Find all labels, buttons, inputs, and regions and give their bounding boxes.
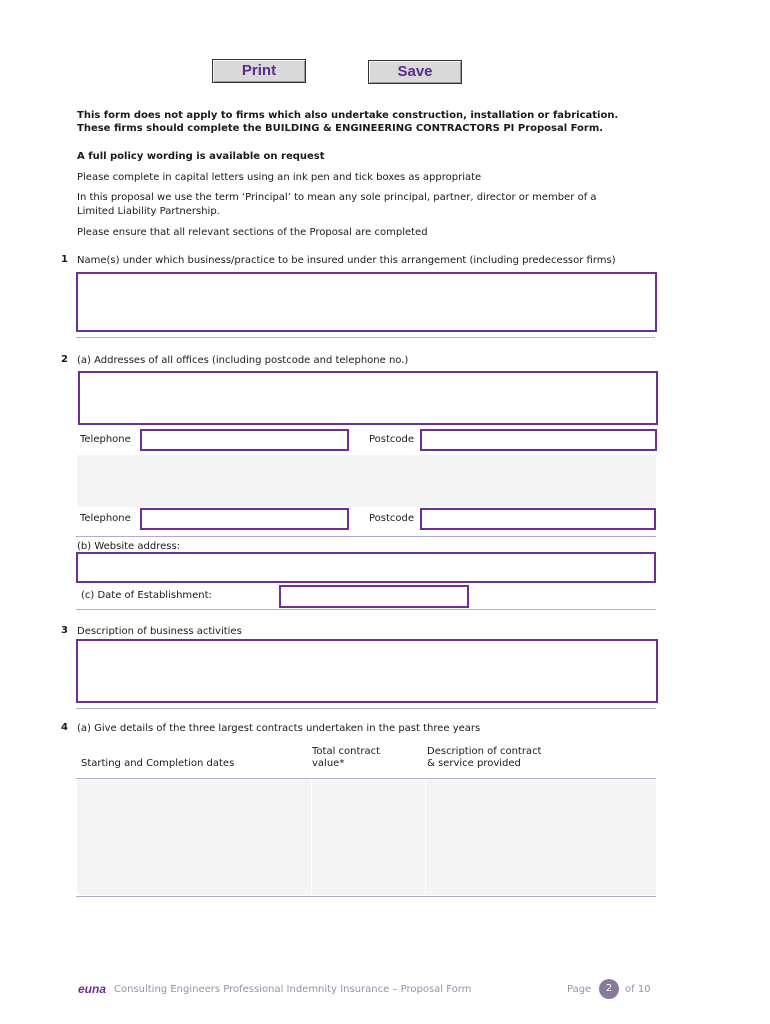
col-header-value-line1: Total contract — [312, 746, 381, 757]
page-total: of 10 — [625, 984, 651, 995]
office-address-field-2[interactable] — [77, 455, 656, 507]
telephone-label-1: Telephone — [80, 434, 131, 445]
divider — [76, 708, 656, 709]
contract-value-field[interactable] — [312, 780, 425, 895]
divider — [76, 536, 656, 537]
principal-definition-line1: In this proposal we use the term ‘Principal’ to mean any sole principal, partner, director or member of a — [77, 192, 597, 203]
telephone-field-2[interactable] — [140, 508, 349, 530]
telephone-label-2: Telephone — [80, 513, 131, 524]
business-activities-field[interactable] — [76, 639, 658, 703]
question-2b-label: (b) Website address: — [77, 541, 181, 552]
establishment-date-field[interactable] — [279, 585, 469, 608]
business-names-field[interactable] — [76, 272, 657, 332]
divider — [76, 896, 656, 897]
postcode-label-1: Postcode — [369, 434, 415, 445]
question-1-label: Name(s) under which business/practice to be insured under this arrangement (including predecessor firms) — [77, 255, 616, 266]
intro-warning-line2: These firms should complete the BUILDING & ENGINEERING CONTRACTORS PI Proposal Form. — [77, 123, 604, 134]
question-3-label: Description of business activities — [77, 626, 242, 637]
page-label: Page — [567, 984, 592, 995]
capital-letters-note: Please complete in capital letters using an ink pen and tick boxes as appropriate — [77, 172, 482, 183]
telephone-field-1[interactable] — [140, 429, 349, 451]
print-button[interactable]: Print — [212, 59, 306, 83]
col-header-description-line1: Description of contract — [427, 746, 542, 757]
col-header-description-line2: & service provided — [427, 758, 521, 769]
postcode-label-2: Postcode — [369, 513, 415, 524]
question-number-2: 2 — [61, 354, 68, 365]
office-address-field-1[interactable] — [78, 371, 658, 425]
website-address-field[interactable] — [76, 552, 656, 583]
current-page-badge: 2 — [599, 979, 619, 999]
postcode-field-2[interactable] — [420, 508, 656, 530]
divider — [76, 337, 655, 338]
question-2c-label: (c) Date of Establishment: — [81, 590, 212, 601]
col-header-value-line2: value* — [312, 758, 345, 769]
question-number-3: 3 — [61, 625, 68, 636]
footer-title: Consulting Engineers Professional Indemnity Insurance – Proposal Form — [114, 984, 472, 995]
divider — [76, 778, 656, 779]
intro-warning-line1: This form does not apply to firms which also undertake construction, installation or fabrication. — [77, 110, 619, 121]
save-button[interactable]: Save — [368, 60, 462, 84]
contract-description-field[interactable] — [426, 780, 656, 895]
question-2a-label: (a) Addresses of all offices (including postcode and telephone no.) — [77, 355, 409, 366]
contract-dates-field[interactable] — [77, 780, 311, 895]
col-header-dates: Starting and Completion dates — [81, 758, 235, 769]
question-number-1: 1 — [61, 254, 68, 265]
policy-wording-note: A full policy wording is available on request — [77, 151, 325, 162]
euna-logo: euna — [78, 982, 107, 996]
divider — [76, 609, 656, 610]
principal-definition-line2: Limited Liability Partnership. — [77, 206, 220, 217]
postcode-field-1[interactable] — [420, 429, 657, 451]
question-number-4: 4 — [61, 722, 68, 733]
ensure-complete-note: Please ensure that all relevant sections of the Proposal are completed — [77, 227, 428, 238]
question-4a-label: (a) Give details of the three largest contracts undertaken in the past three years — [77, 723, 481, 734]
